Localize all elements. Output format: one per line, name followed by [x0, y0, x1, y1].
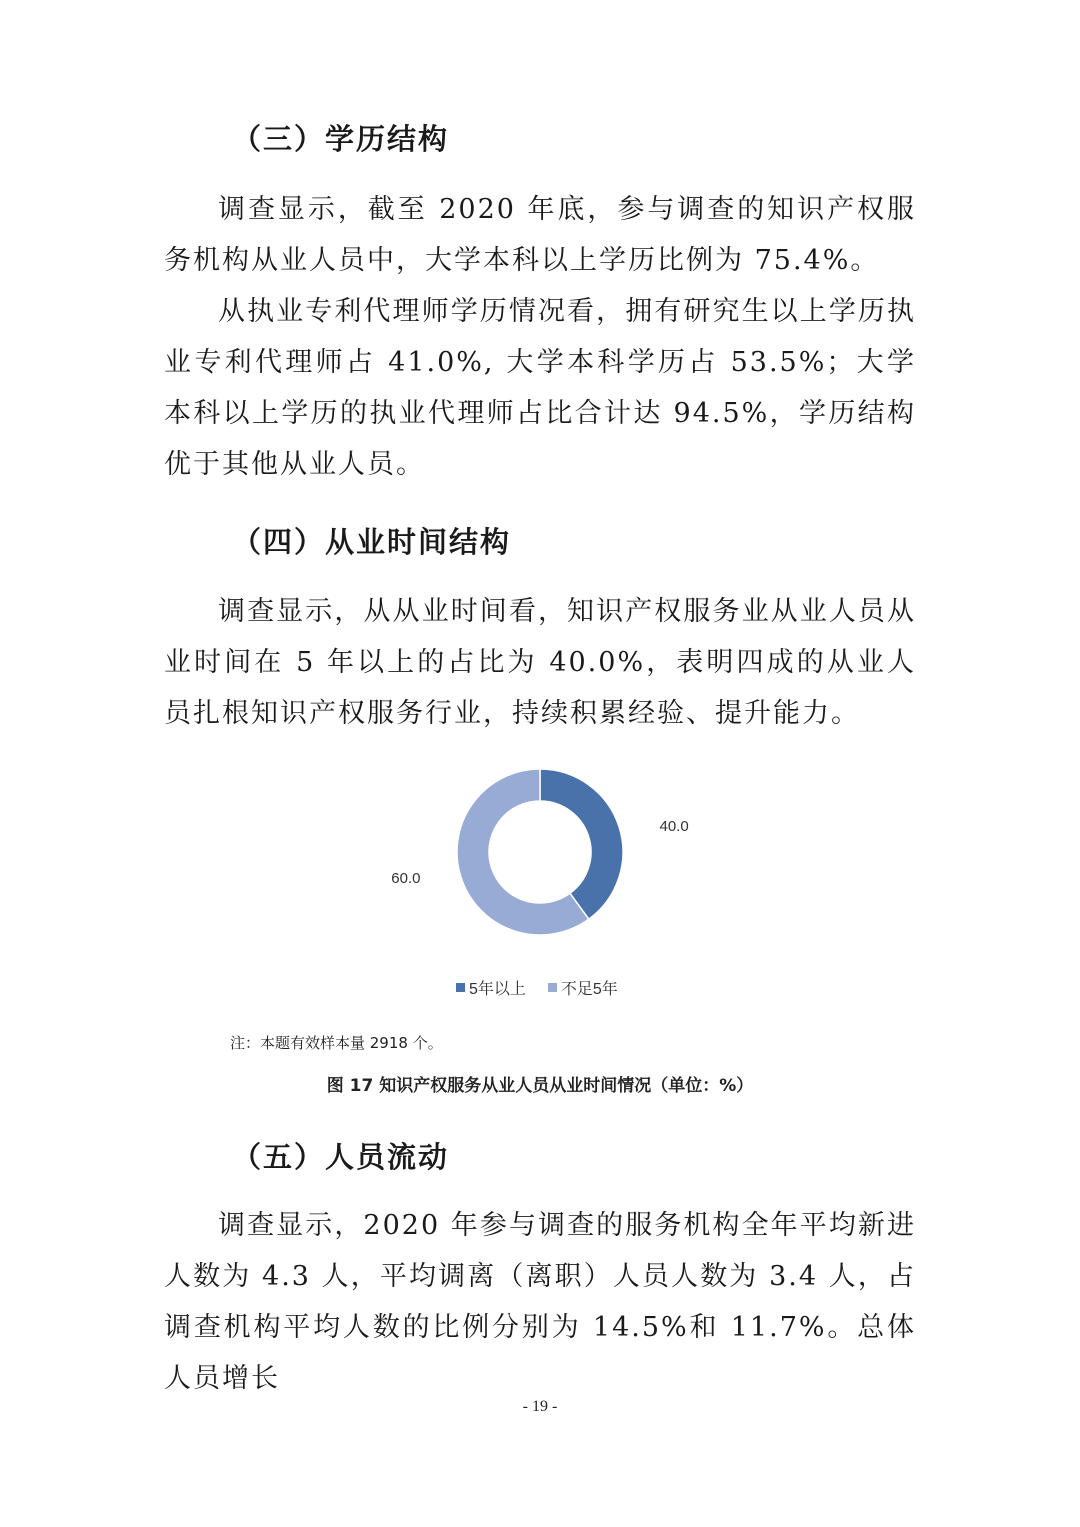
- legend-swatch-5-plus-years: [456, 983, 465, 992]
- page-number: - 19 -: [522, 1398, 558, 1415]
- legend-item-under-5-years: [548, 976, 618, 999]
- legend-swatch-under-5-years: [548, 983, 557, 992]
- donut-slice-5-plus-years: [540, 769, 623, 919]
- section-heading-mobility: （五）人员流动: [232, 1140, 450, 1174]
- chart-note: 注：本题有效样本量 2918 个。: [230, 1034, 443, 1052]
- section-heading-education: （三）学历结构: [232, 122, 450, 156]
- donut-chart: [340, 760, 740, 1000]
- legend-label-under-5-years: 不足5年: [560, 981, 618, 998]
- legend-item-5-plus-years: [456, 976, 526, 999]
- paragraph-mobility-1: 调查显示，2020 年参与调查的服务机构全年平均新进人数为 4.3 人，平均调离（离职）人员人数为 3.4 人，占调查机构平均人数的比例分别为 14.5%和 11.7%。总体人员增长: [164, 1210, 916, 1394]
- chart-legend: [456, 976, 618, 999]
- data-label-5-plus-years: 40.0: [659, 817, 689, 835]
- figure-caption: 图 17 知识产权服务从业人员从业时间情况（单位：%）: [326, 1076, 754, 1096]
- section-heading-tenure: （四）从业时间结构: [232, 525, 512, 559]
- paragraph-education-2: 从执业专利代理师学历情况看，拥有研究生以上学历执业专利代理师占 41.0%, 大学本科学历占 53.5%；大学本科以上学历的执业代理师占比合计达 94.5%，学历结构优于其他从业人员。: [164, 296, 916, 480]
- legend-label-5-plus-years: 5年以上: [469, 981, 526, 998]
- data-label-under-5-years: 60.0: [391, 870, 421, 888]
- paragraph-education-1: 调查显示，截至 2020 年底，参与调查的知识产权服务机构从业人员中，大学本科以上学历比例为 75.4%。: [164, 194, 916, 276]
- paragraph-tenure-1: 调查显示，从从业时间看，知识产权服务业从业人员从业时间在 5 年以上的占比为 40.0%，表明四成的从业人员扎根知识产权服务行业，持续积累经验、提升能力。: [164, 596, 916, 729]
